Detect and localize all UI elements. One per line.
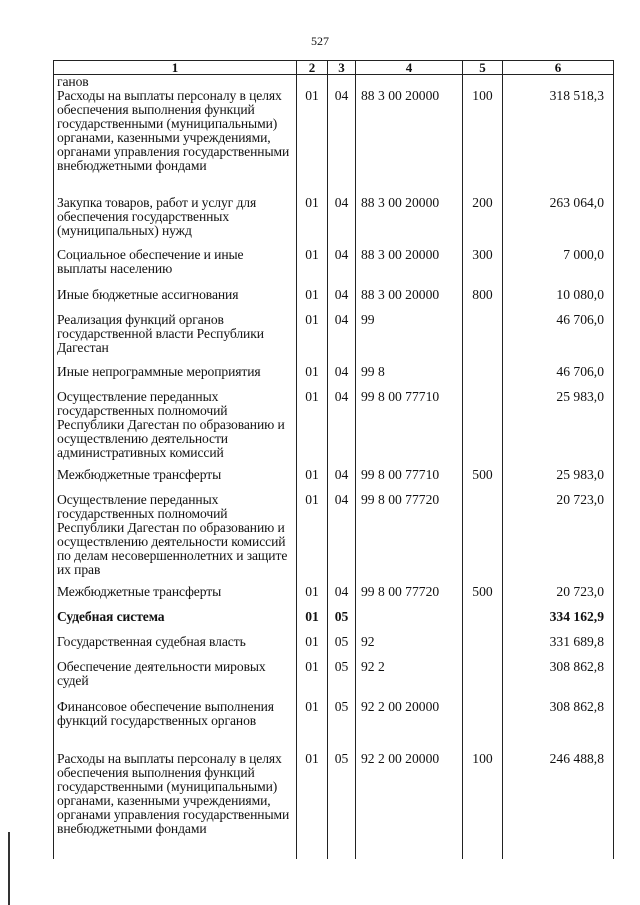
- table-row: [54, 310, 614, 362]
- section-code: 01: [297, 362, 328, 387]
- item-name: Межбюджетные трансферты: [54, 465, 297, 490]
- item-name: Финансовое обеспечение выполнения функций государственных органов: [54, 697, 297, 749]
- target-article-code: 92 2 00 20000: [356, 749, 463, 859]
- subsection-code: 04: [328, 193, 356, 245]
- column-header: 6: [503, 61, 614, 75]
- section-code: 01: [297, 245, 328, 285]
- amount: 334 162,9: [503, 607, 614, 632]
- subsection-code: 05: [328, 697, 356, 749]
- table-row: [54, 465, 614, 490]
- item-name: Социальное обеспечение и иные выплаты населению: [54, 245, 297, 285]
- target-article-code: 88 3 00 20000: [356, 245, 463, 285]
- table-row: [54, 632, 614, 657]
- subsection-code: 05: [328, 749, 356, 859]
- column-header: 4: [356, 61, 463, 75]
- subsection-code: 04: [328, 285, 356, 310]
- section-code: 01: [297, 310, 328, 362]
- subsection-code: 05: [328, 632, 356, 657]
- table-body: [54, 75, 614, 859]
- section-code: 01: [297, 387, 328, 465]
- section-code: 01: [297, 285, 328, 310]
- section-code: 01: [297, 607, 328, 632]
- subsection-code: 05: [328, 607, 356, 632]
- expense-type-code: 500: [463, 582, 503, 607]
- section-code: 01: [297, 697, 328, 749]
- column-header: 2: [297, 61, 328, 75]
- subsection-code: 04: [328, 310, 356, 362]
- table-row: [54, 607, 614, 632]
- scan-edge-mark: [8, 832, 10, 905]
- section-code: 01: [297, 490, 328, 582]
- column-header: 3: [328, 61, 356, 75]
- expense-type-code: [463, 387, 503, 465]
- table-row: [54, 657, 614, 697]
- target-article-code: 88 3 00 20000: [356, 193, 463, 245]
- item-name: Межбюджетные трансферты: [54, 582, 297, 607]
- subsection-code: 04: [328, 245, 356, 285]
- expense-type-code: [463, 362, 503, 387]
- target-article-code: 99 8: [356, 362, 463, 387]
- table-row: [54, 749, 614, 859]
- expense-type-code: 800: [463, 285, 503, 310]
- item-name: Обеспечение деятельности мировых судей: [54, 657, 297, 697]
- section-code: 01: [297, 632, 328, 657]
- target-article-code: 88 3 00 20000: [356, 285, 463, 310]
- item-name: Иные непрограммные мероприятия: [54, 362, 297, 387]
- expense-type-code: [463, 310, 503, 362]
- table-row: [54, 285, 614, 310]
- item-name: Расходы на выплаты персоналу в целях обеспечения выполнения функций государственными (муниципальными) органами, казенными учреждениями, органами управления государственными внебюджетными фондами: [54, 749, 297, 859]
- expense-type-code: [463, 607, 503, 632]
- item-name: Реализация функций органов государственной власти Республики Дагестан: [54, 310, 297, 362]
- subsection-code: 05: [328, 657, 356, 697]
- amount: 46 706,0: [503, 310, 614, 362]
- target-article-code: [356, 607, 463, 632]
- target-article-code: 99 8 00 77710: [356, 465, 463, 490]
- section-code: 01: [297, 75, 328, 193]
- expense-type-code: [463, 632, 503, 657]
- section-code: 01: [297, 657, 328, 697]
- amount: 246 488,8: [503, 749, 614, 859]
- table-row: [54, 193, 614, 245]
- subsection-code: 04: [328, 582, 356, 607]
- item-name: ганов Расходы на выплаты персоналу в целях обеспечения выполнения функций государственными (муниципальными) органами, казенными учреждениями, органами управления государственными внебюджетными фондами: [54, 75, 297, 193]
- target-article-code: 92 2: [356, 657, 463, 697]
- expense-type-code: 200: [463, 193, 503, 245]
- expense-type-code: 500: [463, 465, 503, 490]
- section-code: 01: [297, 749, 328, 859]
- amount: 25 983,0: [503, 387, 614, 465]
- amount: 20 723,0: [503, 582, 614, 607]
- subsection-code: 04: [328, 465, 356, 490]
- table-row: [54, 362, 614, 387]
- target-article-code: 92: [356, 632, 463, 657]
- amount: 7 000,0: [503, 245, 614, 285]
- item-name: Осуществление переданных государственных полномочий Республики Дагестан по образованию и осуществлению деятельности комиссий по делам несовершеннолетних и защите их прав: [54, 490, 297, 582]
- section-code: 01: [297, 193, 328, 245]
- amount: 318 518,3: [503, 75, 614, 193]
- amount: 308 862,8: [503, 657, 614, 697]
- expense-type-code: 300: [463, 245, 503, 285]
- target-article-code: 88 3 00 20000: [356, 75, 463, 193]
- amount: 46 706,0: [503, 362, 614, 387]
- table-row: [54, 387, 614, 465]
- item-name: Судебная система: [54, 607, 297, 632]
- item-name: Иные бюджетные ассигнования: [54, 285, 297, 310]
- expense-type-code: 100: [463, 75, 503, 193]
- amount: 308 862,8: [503, 697, 614, 749]
- amount: 10 080,0: [503, 285, 614, 310]
- budget-table: [53, 60, 614, 859]
- item-name: Закупка товаров, работ и услуг для обеспечения государственных (муниципальных) нужд: [54, 193, 297, 245]
- target-article-code: 99 8 00 77720: [356, 490, 463, 582]
- amount: 331 689,8: [503, 632, 614, 657]
- table-row: [54, 697, 614, 749]
- column-header: 1: [54, 61, 297, 75]
- expense-type-code: [463, 657, 503, 697]
- target-article-code: 99: [356, 310, 463, 362]
- expense-type-code: 100: [463, 749, 503, 859]
- table-header-row: [54, 61, 614, 75]
- target-article-code: 99 8 00 77720: [356, 582, 463, 607]
- amount: 25 983,0: [503, 465, 614, 490]
- table-row: [54, 245, 614, 285]
- expense-type-code: [463, 697, 503, 749]
- expense-type-code: [463, 490, 503, 582]
- amount: 263 064,0: [503, 193, 614, 245]
- table-row: [54, 490, 614, 582]
- column-header: 5: [463, 61, 503, 75]
- budget-table-container: [53, 60, 613, 859]
- section-code: 01: [297, 582, 328, 607]
- subsection-code: 04: [328, 362, 356, 387]
- page-number: 527: [311, 34, 329, 48]
- table-row: [54, 582, 614, 607]
- target-article-code: 92 2 00 20000: [356, 697, 463, 749]
- item-name: Государственная судебная власть: [54, 632, 297, 657]
- item-name: Осуществление переданных государственных полномочий Республики Дагестан по образованию и осуществлению деятельности административных комиссий: [54, 387, 297, 465]
- section-code: 01: [297, 465, 328, 490]
- subsection-code: 04: [328, 490, 356, 582]
- target-article-code: 99 8 00 77710: [356, 387, 463, 465]
- subsection-code: 04: [328, 75, 356, 193]
- table-row: [54, 75, 614, 193]
- subsection-code: 04: [328, 387, 356, 465]
- amount: 20 723,0: [503, 490, 614, 582]
